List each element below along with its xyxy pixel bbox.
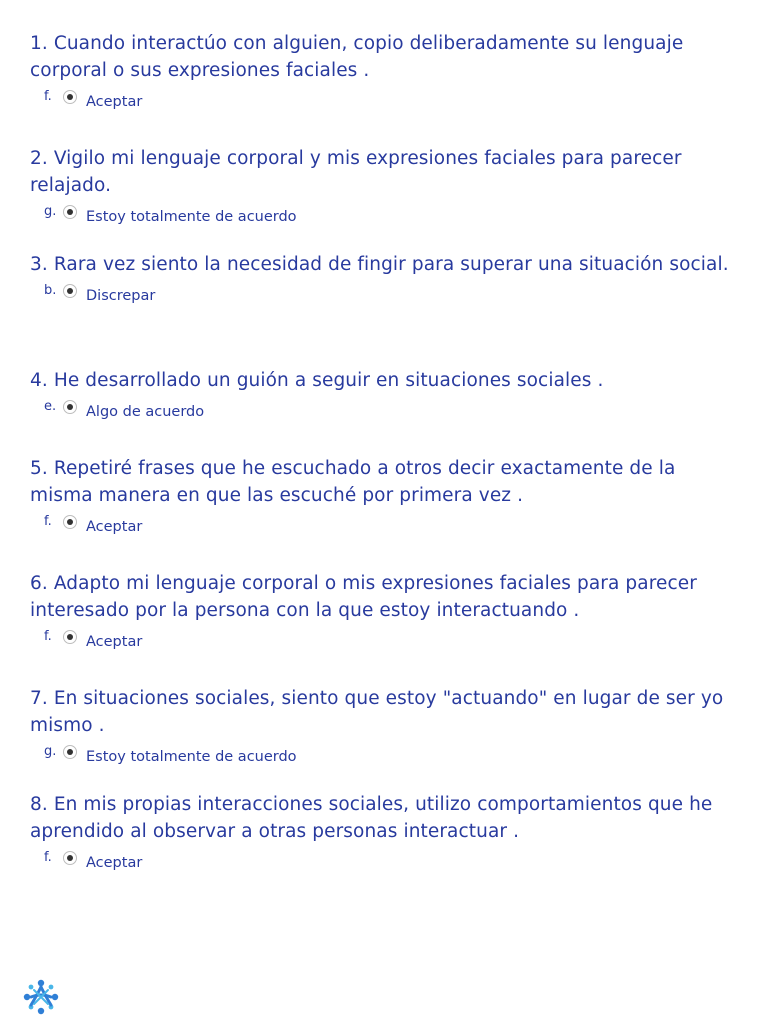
question-list [30,30,730,901]
radio-selected-icon[interactable] [63,205,77,219]
answer-letter: f. [44,850,52,865]
answer-letter: g. [44,744,57,759]
answer-label: Discrepar [86,288,156,304]
question-item [30,251,730,367]
answer-letter: f. [44,89,52,104]
question-item [30,145,730,251]
selected-answer [30,283,730,310]
selected-answer [30,89,730,116]
selected-answer [30,514,730,541]
answer-letter: b. [44,283,57,298]
radio-selected-icon[interactable] [63,745,77,759]
question-item [30,570,730,685]
question-item [30,367,730,455]
answer-label: Estoy totalmente de acuerdo [86,749,297,765]
answer-label: Aceptar [86,94,143,110]
answer-label: Algo de acuerdo [86,404,205,420]
answer-letter: e. [44,399,57,414]
answer-letter: f. [44,629,52,644]
selected-answer [30,399,730,426]
question-text: 1. Cuando interactúo con alguien, copio deliberadamente su lenguaje corporal o sus expresiones faciales . [30,33,684,81]
answer-label: Estoy totalmente de acuerdo [86,209,297,225]
question-text: 4. He desarrollado un guión a seguir en situaciones sociales . [30,370,604,391]
question-text: 8. En mis propias interacciones sociales, utilizo comportamientos que he aprendido al observar a otras personas interactuar . [30,794,713,842]
answer-letter: f. [44,514,52,529]
radio-selected-icon[interactable] [63,284,77,298]
selected-answer [30,744,730,771]
radio-selected-icon[interactable] [63,630,77,644]
question-text: 5. Repetiré frases que he escuchado a otros decir exactamente de la misma manera en que las escuché por primera vez . [30,458,676,506]
radio-selected-icon[interactable] [63,90,77,104]
question-text: 6. Adapto mi lenguaje corporal o mis expresiones faciales para parecer interesado por la persona con la que estoy interactuando . [30,573,697,621]
question-item [30,30,730,145]
question-text: 2. Vigilo mi lenguaje corporal y mis expresiones faciales para parecer relajado. [30,148,682,196]
answer-letter: g. [44,204,57,219]
answer-label: Aceptar [86,519,143,535]
selected-answer [30,850,730,877]
answer-label: Aceptar [86,855,143,871]
question-item [30,791,730,901]
radio-selected-icon[interactable] [63,515,77,529]
radio-selected-icon[interactable] [63,851,77,865]
question-text: 3. Rara vez siento la necesidad de fingir para superar una situación social. [30,254,729,275]
question-item [30,455,730,570]
people-circle-logo-icon [20,976,62,1018]
selected-answer [30,629,730,656]
answer-label: Aceptar [86,634,143,650]
question-text: 7. En situaciones sociales, siento que estoy "actuando" en lugar de ser yo mismo . [30,688,724,736]
selected-answer [30,204,730,231]
radio-selected-icon[interactable] [63,400,77,414]
question-item [30,685,730,791]
